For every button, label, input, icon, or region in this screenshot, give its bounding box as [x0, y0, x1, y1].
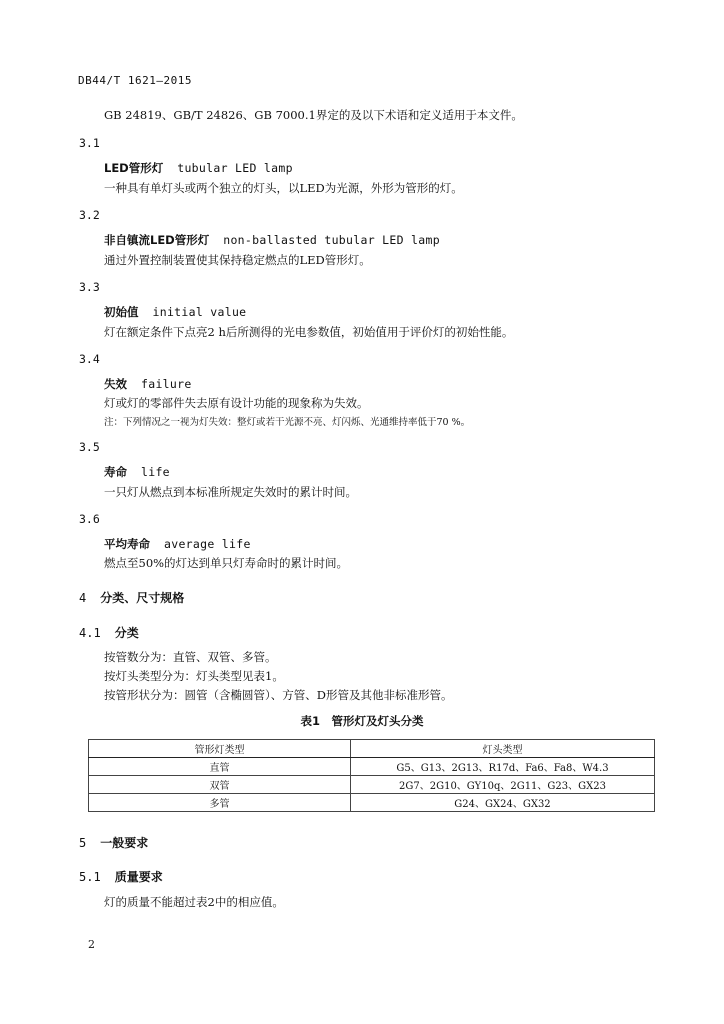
body-line: 按管形状分为：圆管（含椭圆管）、方管、D形管及其他非标准形管。	[104, 688, 453, 702]
table-cell: 直管	[89, 758, 351, 776]
table-caption: 表1 管形灯及灯头分类	[300, 714, 424, 728]
term-number: 3.4	[79, 352, 100, 366]
term-title	[104, 232, 440, 248]
intro-text: GB 24819、GB/T 24826、GB 7000.1界定的及以下术语和定义适用于本文件。	[104, 108, 523, 122]
term-definition: 灯或灯的零部件失去原有设计功能的现象称为失效。	[104, 396, 369, 410]
term-name-zh: 平均寿命	[104, 537, 150, 551]
term-name-zh: 失效	[104, 377, 127, 391]
document-id-header: DB44/T 1621—2015	[78, 74, 192, 87]
table-cell: 2G7、2G10、GY10q、2G11、G23、GX23	[351, 776, 655, 794]
term-name-zh: 初始值	[104, 305, 139, 319]
subsection-number: 4.1	[79, 626, 101, 640]
term-name-en: tubular LED lamp	[177, 161, 293, 175]
table-cell: 双管	[89, 776, 351, 794]
term-name-zh: LED管形灯	[104, 161, 164, 175]
body-line: 按灯头类型分为：灯头类型见表1。	[104, 669, 284, 683]
table-row	[89, 794, 655, 812]
subsection-title: 分类	[114, 626, 139, 640]
term-definition: 一只灯从燃点到本标准所规定失效时的累计时间。	[104, 485, 357, 499]
section-heading	[79, 834, 148, 851]
section-heading	[79, 589, 184, 606]
term-name-en: non-ballasted tubular LED lamp	[223, 233, 440, 247]
term-title	[104, 464, 170, 480]
section-number: 5	[79, 836, 87, 850]
term-definition: 一种具有单灯头或两个独立的灯头，以LED为光源，外形为管形的灯。	[104, 181, 463, 195]
subsection-title: 质量要求	[114, 870, 163, 884]
term-title	[104, 304, 246, 320]
section-number: 4	[79, 591, 87, 605]
term-number: 3.5	[79, 440, 100, 454]
lamp-cap-table	[88, 739, 655, 812]
term-number: 3.1	[79, 136, 100, 150]
term-note: 注：下列情况之一视为灯失效：整灯或若干光源不亮、灯闪烁、光通维持率低于70 %。	[104, 417, 471, 428]
term-name-zh: 非自镇流LED管形灯	[104, 233, 210, 247]
term-name-en: life	[141, 465, 170, 479]
term-definition: 灯在额定条件下点亮2 h后所测得的光电参数值，初始值用于评价灯的初始性能。	[104, 325, 514, 339]
section-title: 分类、尺寸规格	[100, 591, 185, 605]
subsection-heading	[79, 624, 139, 641]
term-title	[104, 536, 251, 552]
table-cell: 多管	[89, 794, 351, 812]
page-number: 2	[88, 938, 95, 951]
term-number: 3.6	[79, 512, 100, 526]
table-header-row	[89, 740, 655, 758]
body-line: 按管数分为：直管、双管、多管。	[104, 650, 277, 664]
term-number: 3.3	[79, 280, 100, 294]
table-cell: G24、GX24、GX32	[351, 794, 655, 812]
term-definition: 通过外置控制装置使其保持稳定燃点的LED管形灯。	[104, 253, 371, 267]
term-name-en: initial value	[152, 305, 247, 319]
subsection-heading	[79, 868, 163, 885]
term-name-zh: 寿命	[104, 465, 127, 479]
section-title: 一般要求	[100, 836, 149, 850]
term-definition: 燃点至50%的灯达到单只灯寿命时的累计时间。	[104, 556, 349, 570]
table-header-cell: 灯头类型	[351, 740, 655, 758]
term-name-en: average life	[164, 537, 251, 551]
table-row	[89, 758, 655, 776]
term-title	[104, 160, 293, 176]
subsection-number: 5.1	[79, 870, 101, 884]
term-title	[104, 376, 192, 392]
term-name-en: failure	[141, 377, 192, 391]
table-row	[89, 776, 655, 794]
table-header-cell: 管形灯类型	[89, 740, 351, 758]
term-number: 3.2	[79, 208, 100, 222]
table-cell: G5、G13、2G13、R17d、Fa6、Fa8、W4.3	[351, 758, 655, 776]
body-line: 灯的质量不能超过表2中的相应值。	[104, 895, 284, 909]
